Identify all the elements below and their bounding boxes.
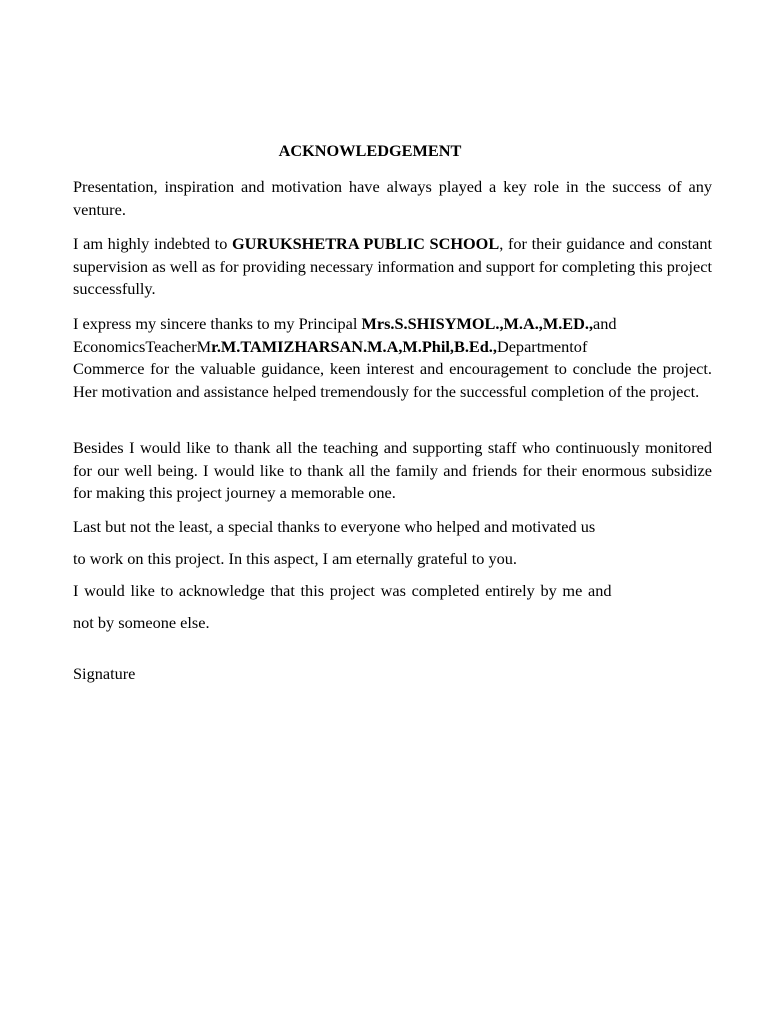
- paragraph-staff: Besides I would like to thank all the teaching and supporting staff who continuously monitored for our well being. I would like to thank all the family and friends for their enormous subsidize for making this project journey a memorable one.: [73, 438, 712, 502]
- paragraph-school-before: I am highly indebted to: [73, 234, 233, 253]
- school-name: GURUKSHETRA PUBLIC SCHOOL: [232, 234, 500, 253]
- line-not-by-someone: not by someone else.: [73, 613, 210, 632]
- paragraph-thanks-line2-end: Departmentof: [496, 336, 588, 356]
- teacher-name: r.M.TAMIZHARSAN.M.A,M.Phil,B.Ed.,: [211, 336, 497, 356]
- line-grateful: to work on this project. In this aspect, I am eternally grateful to you.: [73, 549, 517, 568]
- paragraph-school: [73, 233, 712, 301]
- paragraph-intro: Presentation, inspiration and motivation have always played a key role in the success of any venture.: [73, 177, 712, 219]
- paragraph-school-after: , for their guidance and constant supervision as well as for providing necessary information and support for completing this project successfully.: [73, 234, 712, 298]
- paragraph-thanks: [73, 313, 712, 403]
- principal-name: Mrs.S.SHISYMOL.,M.A.,M.ED.,: [361, 314, 594, 333]
- line-last-but-not-least: Last but not the least, a special thanks to everyone who helped and motivated us: [73, 517, 596, 536]
- paragraph-thanks-and: and: [593, 314, 617, 333]
- page-title: ACKNOWLEDGEMENT: [278, 141, 462, 160]
- paragraph-thanks-rest: Commerce for the valuable guidance, keen interest and encouragement to conclude the project. Her motivation and assistance helped tremendously for the successful completion of the project.: [73, 359, 712, 401]
- signature-label: Signature: [73, 664, 136, 683]
- paragraph-thanks-line2-start: EconomicsTeacherM: [73, 336, 212, 356]
- line-acknowledge: I would like to acknowledge that this project was completed entirely by me and: [73, 581, 612, 600]
- paragraph-thanks-before: I express my sincere thanks to my Principal: [73, 314, 362, 333]
